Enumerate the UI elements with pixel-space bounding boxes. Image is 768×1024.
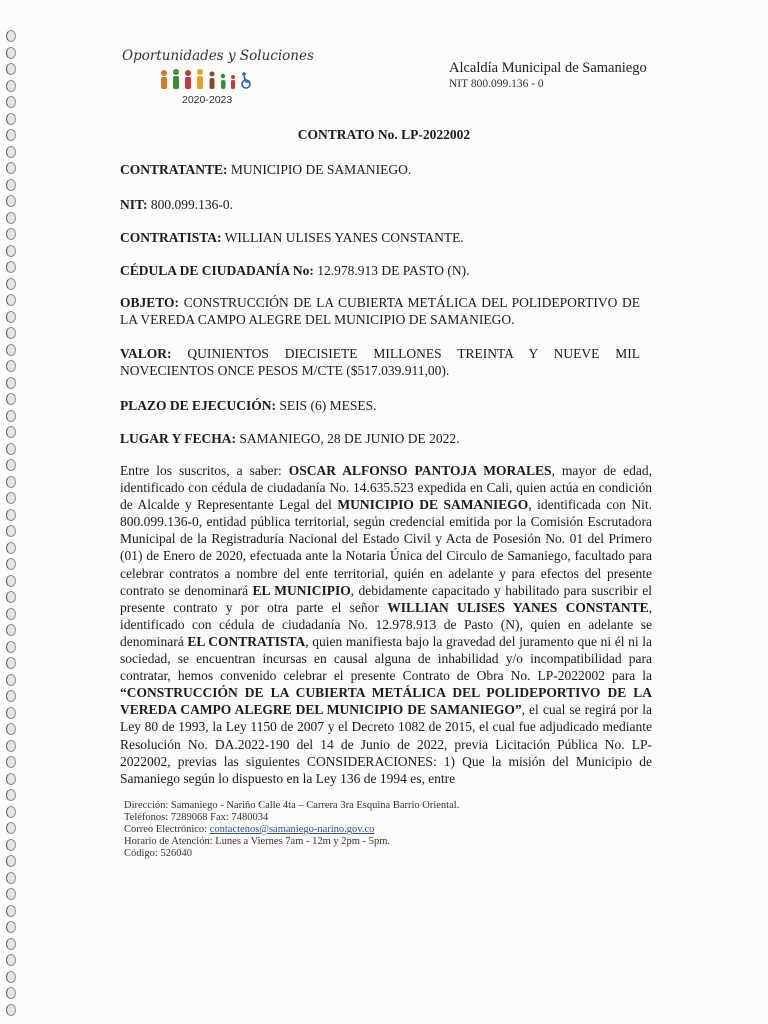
contract-title: CONTRATO No. LP-2022002 [297,127,471,142]
field-lugar-fecha [120,430,640,447]
binding-hole [6,740,16,752]
binding-hole [6,971,16,983]
binding-hole [6,294,16,306]
field-cedula [120,262,640,279]
field-valor [120,345,640,379]
binding-hole [6,443,16,455]
binding-hole [6,459,16,471]
binding-hole [6,641,16,653]
binding-hole [6,987,16,999]
binding-hole [6,624,16,636]
binding-hole [6,80,16,92]
binding-hole [6,47,16,59]
binding-hole [6,245,16,257]
binding-hole [6,377,16,389]
binding-hole [6,591,16,603]
field-label: CONTRATANTE: [120,162,228,177]
binding-hole [6,674,16,686]
binding-hole [6,822,16,834]
binding-holes [6,30,20,1020]
logo-figures-icon [156,68,296,92]
binding-hole [6,146,16,158]
field-value: 12.978.913 DE PASTO (N). [313,263,470,278]
binding-hole [6,905,16,917]
binding-hole [6,344,16,356]
binding-hole [6,723,16,735]
body-text: , el cual se regirá por la Ley 80 de 1993, la Ley 1150 de 2007 y el Decreto 1082 de 2015, el cual fue adjudicado mediante Resolución No. DA.2022-190 del 14 de Junio de 2022, previa Licitación Pública No. LP-2022002, previas las siguientes CONSIDERACIONES: 1) Que la misión del Municipio de Samaniego según lo dispuesto en la Ley 136 de 1994 es, entre [120,702,652,786]
footer-address: Dirección: Samaniego - Nariño Calle 4ta – Carrera 3ra Esquina Barrio Oriental. [124,800,460,811]
field-objeto [120,294,640,328]
municipality-nit: NIT 800.099.136 - 0 [449,78,544,90]
binding-hole [6,690,16,702]
header-right [449,60,647,90]
binding-hole [6,492,16,504]
binding-hole [6,410,16,422]
binding-hole [6,542,16,554]
field-nit [120,196,640,213]
binding-hole [6,921,16,933]
binding-hole [6,954,16,966]
body-bold: EL MUNICIPIO [252,582,351,598]
field-label: LUGAR Y FECHA: [120,431,236,446]
binding-hole [6,575,16,587]
binding-hole [6,311,16,323]
body-bold: OSCAR ALFONSO PANTOJA MORALES [288,463,552,478]
binding-hole [6,327,16,339]
field-value: CONSTRUCCIÓN DE LA CUBIERTA METÁLICA DEL POLIDEPORTIVO DE LA VEREDA CAMPO ALEGRE DEL MUNICIPIO DE SAMANIEGO. [120,295,640,327]
binding-hole [6,179,16,191]
municipality-name: Alcaldía Municipal de Samaniego [449,60,647,76]
footer-code: Código: 526040 [124,848,192,859]
field-label: PLAZO DE EJECUCIÓN: [120,398,277,413]
binding-hole [6,509,16,521]
field-plazo [120,397,640,414]
body-bold: MUNICIPIO DE SAMANIEGO [337,497,529,513]
footer [124,800,459,860]
binding-hole [6,96,16,108]
field-value: 800.099.136-0. [147,197,234,212]
binding-hole [6,30,16,42]
body-text: , identificado con cédula de ciudadanía No. 12.978.913 de Pasto (N), quien en adelante se denominará [120,599,652,649]
binding-hole [6,789,16,801]
body-text: , quien manifiesta bajo la gravedad del juramento que ni él ni la sociedad, se encuentran incursas en causal alguna de inhabilidad y/o incompatibilidad para contratar, hemos convenido celebrar el presente Contrato de Obra No. LP-2022002 para la [120,633,652,684]
field-value: QUINIENTOS DIECISIETE MILLONES TREINTA Y NUEVE MIL NOVECIENTOS ONCE PESOS M/CTE ($517.039.911,00). [120,346,640,378]
binding-hole [6,261,16,273]
binding-hole [6,525,16,537]
binding-hole [6,657,16,669]
binding-hole [6,113,16,125]
body-text: , mayor de edad, identificado con cédula de ciudadanía No. 14.635.523 expedida en Cali, quien actúa en condición de Alcalde y Representante Legal del [120,463,652,513]
binding-hole [6,888,16,900]
binding-hole [6,707,16,719]
field-value: WILLIAN ULISES YANES CONSTANTE. [221,230,464,245]
binding-hole [6,360,16,372]
binding-hole [6,806,16,818]
binding-hole [6,393,16,405]
body-text: Entre los suscritos, a saber: [120,463,289,478]
logo-years: 2020-2023 [182,94,233,106]
field-label: OBJETO: [120,295,180,310]
field-value: MUNICIPIO DE SAMANIEGO. [227,162,412,177]
binding-hole [6,773,16,785]
field-label: NIT: [120,197,148,212]
body-bold: “CONSTRUCCIÓN DE LA CUBIERTA METÁLICA DEL POLIDEPORTIVO DE LA VEREDA CAMPO ALEGRE DEL MUNICIPIO DE SAMANIEGO” [120,685,652,718]
binding-hole [6,855,16,867]
binding-hole [6,228,16,240]
field-contratista [120,229,640,246]
body-text: , debidamente capacitado y habilitado para suscribir el presente contrato y por otra parte el señor [120,582,652,615]
logo-text: Oportunidades y Soluciones [122,48,314,64]
email-link[interactable]: contactenos@samaniego-narino.gov.co [209,824,375,835]
field-contratante [120,161,640,178]
footer-email-row [124,824,459,836]
binding-hole [6,558,16,570]
footer-phones: Teléfonos: 7289068 Fax: 7480034 [124,812,269,823]
body-bold: WILLIAN ULISES YANES CONSTANTE [387,599,649,615]
footer-email-label: Correo Electrónico: [124,824,210,835]
binding-hole [6,839,16,851]
field-value: SAMANIEGO, 28 DE JUNIO DE 2022. [236,431,460,446]
binding-hole [6,426,16,438]
binding-hole [6,872,16,884]
binding-hole [6,756,16,768]
binding-hole [6,608,16,620]
logo [118,48,318,106]
binding-hole [6,476,16,488]
binding-hole [6,162,16,174]
binding-hole [6,278,16,290]
field-label: CÉDULA DE CIUDADANÍA No: [120,263,314,278]
binding-hole [6,212,16,224]
field-value: SEIS (6) MESES. [276,398,377,413]
body-text: , identificada con Nit. 800.099.136-0, entidad pública territorial, según credencial emitida por la Comisión Escrutadora Municipal de la Registraduría Nacional del Estado Civil y Acta de Posesión No. 01 del Primero (01) de Enero de 2020, efectuada ante la Notaria Única del Circulo de Samaniego, facultado para celebrar contratos a nombre del ente territorial, quién en adelante y para efectos del presente contrato se denominará [120,497,652,598]
field-label: VALOR: [120,346,172,361]
binding-hole [6,1004,16,1016]
body-bold: EL CONTRATISTA [187,633,306,649]
binding-hole [6,63,16,75]
binding-hole [6,195,16,207]
binding-hole [6,938,16,950]
contract-body [120,462,652,787]
footer-hours: Horario de Atención: Lunes a Viernes 7am - 12m y 2pm - 5pm. [124,836,390,847]
field-label: CONTRATISTA: [120,230,222,245]
